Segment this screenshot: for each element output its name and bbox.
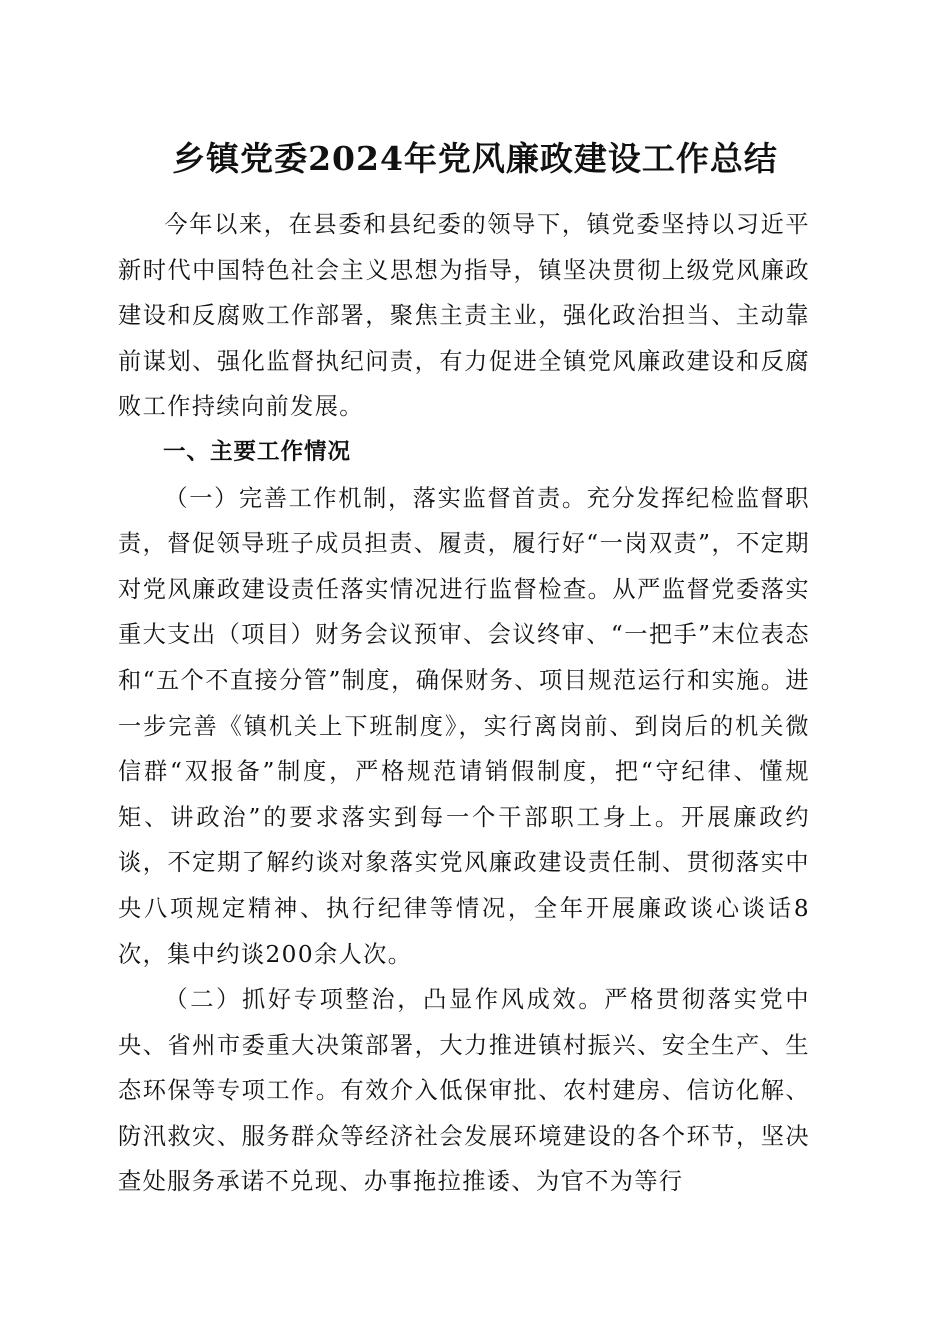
- intro-paragraph: 今年以来，在县委和县纪委的领导下，镇党委坚持以习近平新时代中国特色社会主义思想为指导，镇坚决贯彻上级党风廉政建设和反腐败工作部署，聚焦主责主业，强化政治担当、主动靠前谋划、强化监督执纪问责，有力促进全镇党风廉政建设和反腐败工作持续向前发展。: [118, 211, 810, 421]
- document-title: 乡镇党委2024年党风廉政建设工作总结: [172, 139, 778, 178]
- section-paragraph-2: （二）抓好专项整治，凸显作风成效。严格贯彻落实党中央、省州市委重大决策部署，大力推进镇村振兴、安全生产、生态环保等专项工作。有效介入低保审批、农村建房、信访化解、防汛救灾、服务群众等经济社会发展环境建设的各个环节，坚决查处服务承诺不兑现、办事拖拉推诿、为官不为等行: [118, 986, 810, 1196]
- document-body: [118, 202, 810, 1205]
- section-heading: 一、主要工作情况: [163, 438, 352, 465]
- section-paragraph-1: （一）完善工作机制，落实监督首责。充分发挥纪检监督职责，督促领导班子成员担责、履责，履行好“一岗双责”，不定期对党风廉政建设责任落实情况进行监督检查。从严监督党委落实重大支出（项目）财务会议预审、会议终审、“一把手”末位表态和“五个不直接分管”制度，确保财务、项目规范运行和实施。进一步完善《镇机关上下班制度》，实行离岗前、到岗后的机关微信群“双报备”制度，严格规范请销假制度，把“守纪律、懂规矩、讲政治”的要求落实到每一个干部职工身上。开展廉政约谈，不定期了解约谈对象落实党风廉政建设责任制、贯彻落实中央八项规定精神、执行纪律等情况，全年开展廉政谈心谈话8次，集中约谈200余人次。: [118, 484, 810, 968]
